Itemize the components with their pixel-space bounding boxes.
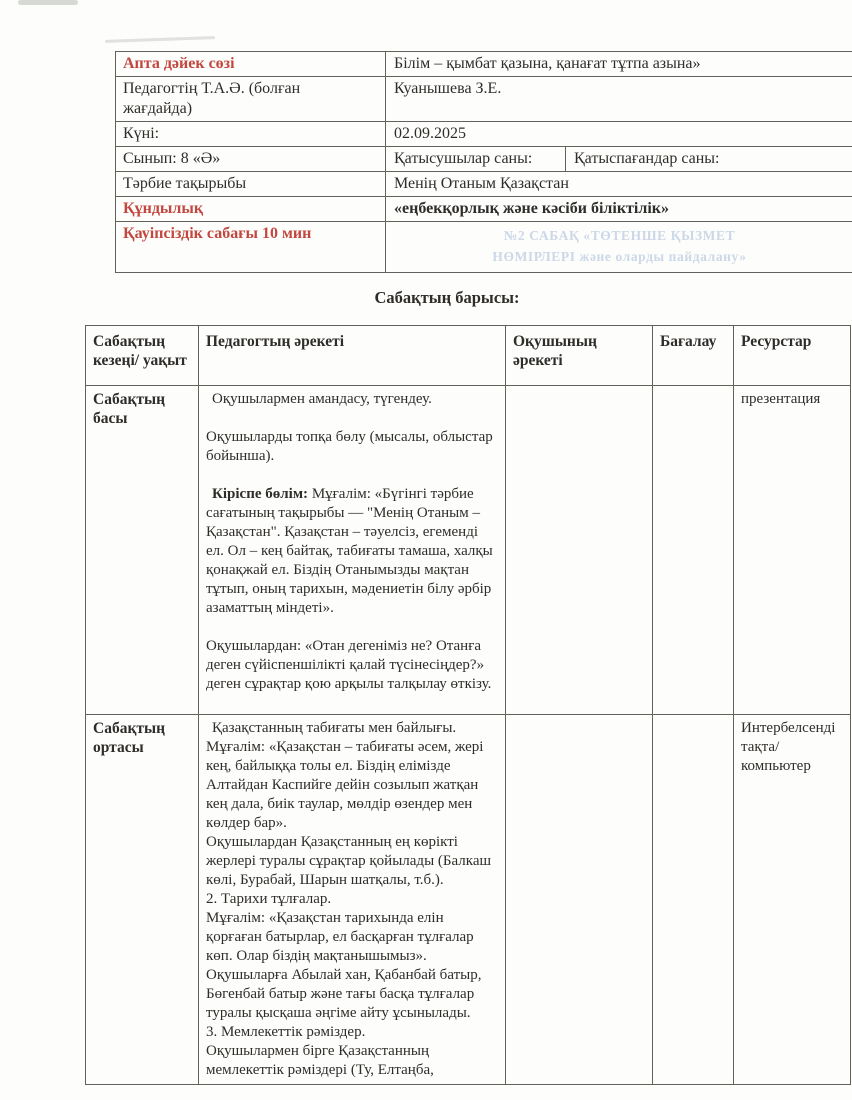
- faint-title-line2: НӨМІРЛЕРІ және оларды пайдалану»: [492, 249, 747, 264]
- teacher-paragraph: Оқушыларға Абылай хан, Қабанбай батыр, Бөгенбай батыр және тағы басқа тұлғалар туралы қысқаша әңгіме айту ұсынылады.: [206, 967, 482, 1021]
- scan-artifact: [105, 36, 215, 43]
- table-row: [116, 222, 852, 273]
- class-label: Сынып: 8 «Ә»: [116, 147, 386, 171]
- col-header-teacher-action: Педагогтың әрекеті: [199, 326, 506, 386]
- attendees-label: Қатысушылар саны:: [386, 147, 566, 171]
- absentees-label: Қатыспағандар саны:: [574, 150, 720, 167]
- table-row: [116, 77, 852, 122]
- header-row: [86, 326, 851, 386]
- teacher-paragraph: 2. Тарихи тұлғалар.: [206, 891, 332, 907]
- teacher-paragraph: Оқушыларды топқа бөлу (мысалы, облыстар бойынша).: [206, 429, 493, 464]
- col-header-assessment: Бағалау: [653, 326, 734, 386]
- safety-lesson-faint-title: [386, 222, 852, 272]
- topic-value: Менің Отаным Қазақстан: [394, 175, 569, 192]
- table-row: [116, 172, 852, 197]
- assessment-cell: [653, 386, 734, 715]
- teacher-name-label: Педагогтің Т.А.Ә. (болған жағдайда): [116, 77, 386, 121]
- student-action-cell: [506, 386, 653, 715]
- teacher-name-value: Куанышева З.Е.: [394, 80, 502, 97]
- resources-cell: презентация: [734, 386, 851, 715]
- teacher-paragraph: Оқушылармен бірге Қазақстанның мемлекеттік рәміздері (Ту, Елтаңба,: [206, 1043, 434, 1078]
- teacher-paragraph: Мұғалім: «Қазақстан – табиғаты әсем, жері кең, байлыққа толы ел. Біздің елімізде Алтайдан Каспийге дейін созылып жатқан кең дала, биік таулар, мөлдір өзендер мен көлдер бар».: [206, 739, 484, 831]
- topic-label: Тәрбие тақырыбы: [116, 172, 386, 196]
- teacher-paragraph: Кіріспе бөлім: Мұғалім: «Бүгінгі тәрбие сағатының тақырыбы — "Менің Отаным – Қазақстан". Қазақстан – тәуелсіз, егеменді ел. Ол – кең байтақ, табиғаты тамаша, халқы қонақжай ел. Біздің Отанымызды мақтан тұтып, оның тарихын, мәдениетін білу әрбір азаматтың міндеті».: [206, 486, 493, 616]
- teacher-paragraph: Мұғалім: «Қазақстан тарихында елін қорғаған батырлар, ел басқарған тұлғалар көп. Олар біздің мақтанышымыз».: [206, 910, 474, 964]
- teacher-paragraph: Қазақстанның табиғаты мен байлығы.: [212, 720, 457, 736]
- date-value: 02.09.2025: [394, 125, 466, 142]
- value-value: «еңбекқорлық және кәсіби біліктілік»: [394, 200, 669, 217]
- table-row: [86, 715, 851, 1085]
- value-label: Құндылық: [116, 197, 386, 221]
- teacher-action-cell: [199, 386, 506, 715]
- table-row: [116, 122, 852, 147]
- col-header-student-action: Оқушының әрекеті: [506, 326, 653, 386]
- student-action-cell: [506, 715, 653, 1085]
- resources-cell: Интербелсенді тақта/ компьютер: [734, 715, 851, 1085]
- teacher-paragraph: 3. Мемлекеттік рәміздер.: [206, 1024, 366, 1040]
- stage-cell: Сабақтың басы: [86, 386, 199, 715]
- lesson-flow-table: [85, 325, 851, 1085]
- teacher-paragraph: Оқушылардан Қазақстанның ең көрікті жерлері туралы сұрақтар қойылады (Балкаш көлі, Бурабай, Шарын шатқалы, т.б.).: [206, 834, 492, 888]
- col-header-resources: Ресурстар: [734, 326, 851, 386]
- faint-title-line1: №2 САБАҚ «ТӨТЕНШЕ ҚЫЗМЕТ: [503, 228, 736, 243]
- teacher-paragraph: Оқушылардан: «Отан дегеніміз не? Отанға деген сүйіспеншілікті қалай түсінесіңдер?» деген сұрақтар қою арқылы талқылау өткізу.: [206, 638, 492, 692]
- assessment-cell: [653, 715, 734, 1085]
- teacher-action-cell: [199, 715, 506, 1085]
- quote-value: Білім – қымбат қазына, қанағат тұтпа азына»: [394, 55, 701, 72]
- safety-lesson-label: Қауіпсіздік сабағы 10 мин: [116, 222, 386, 272]
- scan-artifact: [18, 0, 78, 5]
- quote-label: Апта дәйек сөзі: [116, 52, 386, 76]
- table-row: [116, 52, 852, 77]
- lesson-info-table: [115, 51, 852, 273]
- teacher-paragraph: Оқушылармен амандасу, түгендеу.: [212, 391, 432, 407]
- table-row: [116, 197, 852, 222]
- date-label: Күні:: [116, 122, 386, 146]
- table-row: [116, 147, 852, 172]
- stage-cell: Сабақтың ортасы: [86, 715, 199, 1085]
- col-header-stage: Сабақтың кезеңі/ уақыт: [86, 326, 199, 386]
- lesson-flow-heading: Сабақтың барысы:: [374, 288, 520, 307]
- table-row: [86, 386, 851, 715]
